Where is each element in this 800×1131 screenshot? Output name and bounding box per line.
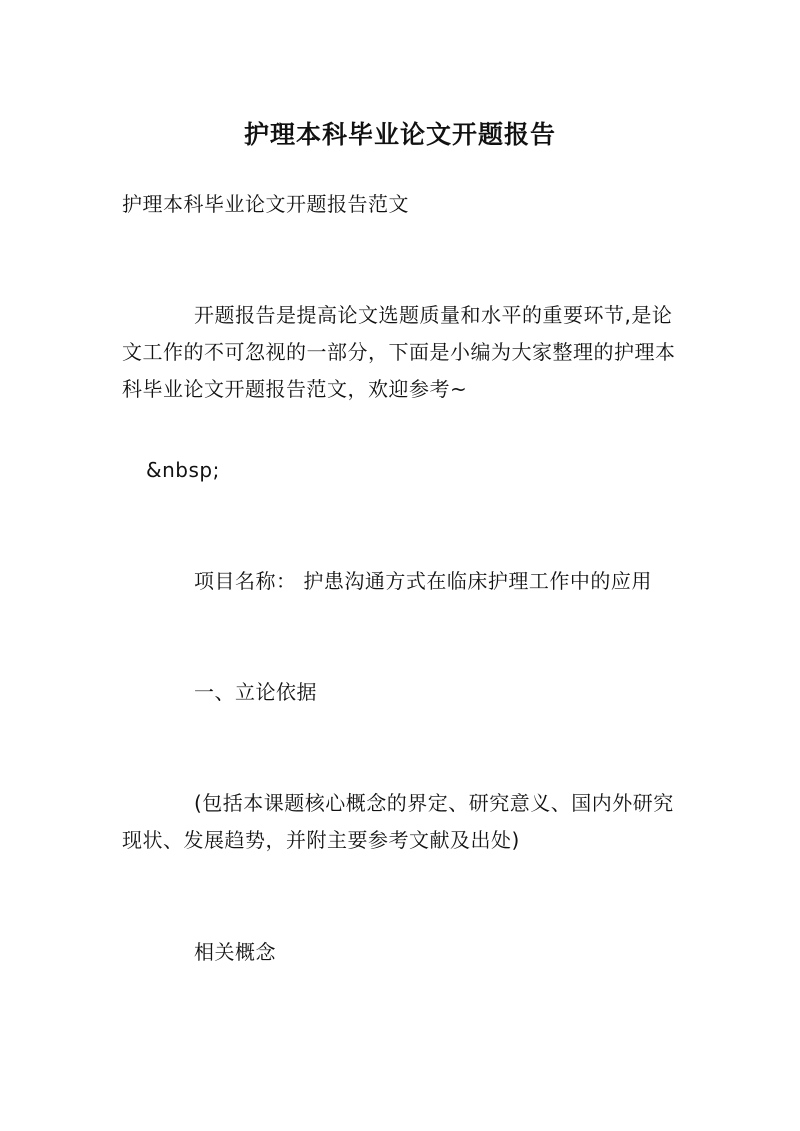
document-title: 护理本科毕业论文开题报告 [243, 119, 556, 149]
related-concepts-heading: 相关概念 [194, 940, 276, 964]
nbsp-line: &nbsp; [146, 458, 220, 482]
intro-paragraph: 开题报告是提高论文选题质量和水平的重要环节,是论文工作的不可忽视的一部分，下面是小编为大家整理的护理本科毕业论文开题报告范文，欢迎参考~ [122, 303, 676, 401]
section-one-note: (包括本课题核心概念的界定、研究意义、国内外研究现状、发展趋势，并附主要参考文献及出处) [122, 791, 674, 852]
project-name: 项目名称： 护患沟通方式在临床护理工作中的应用 [194, 569, 652, 593]
section-one-heading: 一、立论依据 [194, 680, 317, 704]
document-subtitle: 护理本科毕业论文开题报告范文 [122, 192, 409, 216]
